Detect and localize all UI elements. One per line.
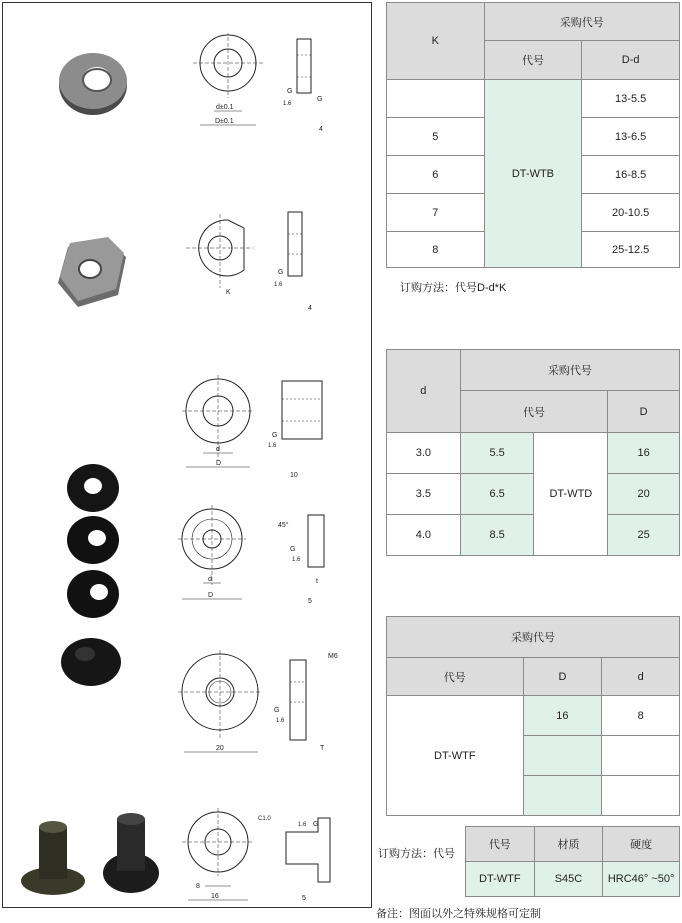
- dim-k: K: [226, 289, 231, 296]
- dd-cell: 13-5.5: [582, 80, 680, 118]
- dim-20: 20: [216, 745, 224, 752]
- grind-mark: G: [287, 88, 293, 95]
- k-cell: [387, 80, 485, 118]
- dd-header: D-d: [582, 41, 680, 80]
- drawing-2: [178, 208, 358, 318]
- code-cell: DT-WTF: [387, 696, 524, 816]
- d-cell: 3.0: [387, 433, 461, 474]
- drawing-4: [178, 503, 358, 613]
- D-header: D: [523, 658, 602, 696]
- photo-round-washer: [53, 43, 133, 123]
- table-dt-wtd: [386, 349, 680, 556]
- d-cell: 4.0: [387, 515, 461, 556]
- drawing-3: [178, 373, 358, 483]
- photo-black-washers: [53, 458, 133, 698]
- purchase-code-header: 采购代号: [484, 3, 679, 41]
- code-sub-cell: 5.5: [460, 433, 534, 474]
- grind-mark: G: [317, 96, 323, 103]
- code-header: 代号: [387, 658, 524, 696]
- dim-inner-d: d±0.1: [216, 104, 234, 111]
- d-cell-empty: [602, 776, 680, 816]
- code-header: 代号: [484, 41, 582, 80]
- dd-cell: 20-10.5: [582, 194, 680, 232]
- dim-length: 5: [302, 895, 306, 902]
- rough-value: 1.6: [283, 101, 292, 107]
- d-cell-empty: [602, 736, 680, 776]
- material-cell: S45C: [534, 862, 603, 897]
- rough-value: 1.6: [298, 822, 307, 828]
- photo-notched-washer: [48, 233, 133, 313]
- D-cell: 16: [608, 433, 680, 474]
- purchase-code-header: 采购代号: [387, 617, 680, 658]
- order-method-1: 订购方法：代号D-d*K: [400, 282, 507, 294]
- k-cell: 8: [387, 232, 485, 268]
- dim-D: D: [216, 460, 222, 467]
- chamfer-label: C1.0: [258, 816, 271, 822]
- dim-thickness: 5: [308, 598, 312, 605]
- dim-thickness: 4: [319, 126, 323, 133]
- dim-thickness: 4: [308, 305, 312, 312]
- D-cell: 20: [608, 474, 680, 515]
- hardness-cell: HRC46° ~50°: [603, 862, 680, 897]
- code-cell: DT-WTF: [466, 862, 535, 897]
- dim-outer-D: D±0.1: [215, 118, 234, 125]
- thread-label: M6: [328, 653, 338, 660]
- footer-note: 备注：图面以外之特殊规格可定制: [376, 908, 541, 920]
- dim-t: t: [316, 578, 318, 585]
- grind-mark: G: [313, 821, 319, 828]
- d-cell: 3.5: [387, 474, 461, 515]
- dim-angle: 45°: [278, 522, 289, 529]
- grind-mark: G: [290, 546, 296, 553]
- dim-d: d: [208, 576, 212, 583]
- drawing-6: [178, 808, 368, 908]
- rough-value: 1.6: [268, 443, 277, 449]
- grind-mark: G: [272, 432, 278, 439]
- product-drawings-panel: [2, 2, 372, 908]
- code-cell: DT-WTD: [534, 433, 608, 556]
- rough-value: 1.6: [292, 557, 301, 563]
- rough-value: 1.6: [276, 718, 285, 724]
- dd-cell: 16-8.5: [582, 156, 680, 194]
- dim-D: D: [208, 592, 214, 599]
- drawing-1: [183, 33, 363, 143]
- photo-flanged-bushings: [13, 811, 163, 906]
- grind-mark: G: [278, 269, 284, 276]
- table-dt-wtf-dims: [386, 616, 680, 816]
- grind-mark: G: [274, 707, 280, 714]
- k-cell: 5: [387, 118, 485, 156]
- D-header: D: [608, 391, 680, 433]
- code-sub-cell: 6.5: [460, 474, 534, 515]
- code-sub-cell: 8.5: [460, 515, 534, 556]
- code-header: 代号: [466, 827, 535, 862]
- order-method-2: 订购方法：代号: [378, 848, 455, 860]
- dd-cell: 13-6.5: [582, 118, 680, 156]
- col-d-header: d: [387, 350, 461, 433]
- d-header: d: [602, 658, 680, 696]
- table-dt-wtf-material: [465, 826, 680, 897]
- k-cell: 6: [387, 156, 485, 194]
- dim-8: 8: [196, 883, 200, 890]
- D-cell-empty: [523, 736, 602, 776]
- k-cell: 7: [387, 194, 485, 232]
- dim-d: d: [216, 446, 220, 453]
- dim-16: 16: [211, 893, 219, 900]
- dim-thickness: 10: [290, 472, 298, 479]
- hardness-header: 硬度: [603, 827, 680, 862]
- code-cell: DT-WTB: [484, 80, 582, 268]
- dim-T: T: [320, 745, 325, 752]
- purchase-code-header: 采购代号: [460, 350, 679, 391]
- d-cell: 8: [602, 696, 680, 736]
- col-k-header: K: [387, 3, 485, 80]
- drawing-5: [178, 648, 358, 763]
- D-cell: 16: [523, 696, 602, 736]
- dd-cell: 25-12.5: [582, 232, 680, 268]
- rough-value: 1.6: [274, 282, 283, 288]
- table-dt-wtb: [386, 2, 680, 268]
- D-cell: 25: [608, 515, 680, 556]
- code-header: 代号: [460, 391, 608, 433]
- material-header: 材质: [534, 827, 603, 862]
- D-cell-empty: [523, 776, 602, 816]
